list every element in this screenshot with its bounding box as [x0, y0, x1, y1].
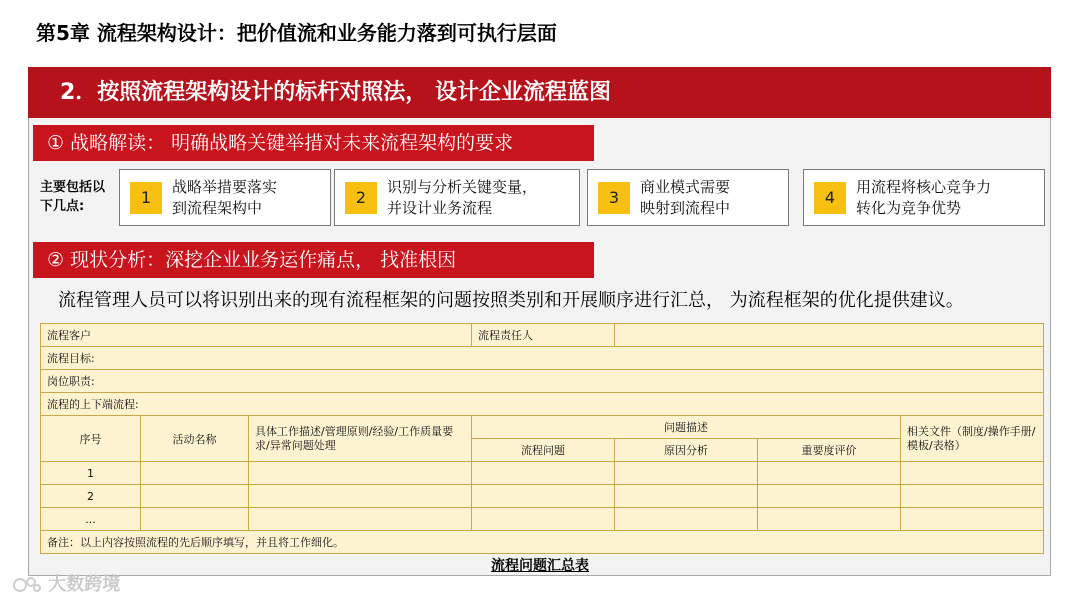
table-header-row — [41, 416, 1044, 439]
card-text: 商业模式需要 映射到流程中 — [640, 178, 731, 217]
header-activity: 活动名称 — [141, 416, 249, 462]
process-owner-value — [615, 324, 1044, 347]
table-cell — [249, 508, 472, 531]
row-seq: 2 — [41, 485, 141, 508]
card-text: 用流程将核心竞争力 转化为竞争优势 — [856, 178, 992, 217]
table-cell — [472, 485, 615, 508]
header-importance: 重要度评价 — [758, 439, 901, 462]
table-cell — [472, 508, 615, 531]
section-status-title: ② 现状分析：深挖企业业务运作痛点， 找准根因 — [33, 242, 594, 278]
table-cell — [249, 485, 472, 508]
header-related-docs: 相关文件（制度/操作手册/模板/表格） — [901, 416, 1044, 462]
table-cell — [901, 508, 1044, 531]
table-cell — [758, 485, 901, 508]
header-root-cause: 原因分析 — [615, 439, 758, 462]
table-cell — [901, 462, 1044, 485]
table-row — [41, 393, 1044, 416]
row-seq: 1 — [41, 462, 141, 485]
intro-label: 主要包括以下几点: — [40, 180, 106, 214]
table-cell — [472, 462, 615, 485]
point-card-2 — [334, 169, 580, 226]
watermark-text: 大数跨境 — [48, 574, 121, 595]
process-owner-label: 流程责任人 — [472, 324, 615, 347]
header-problem-desc: 问题描述 — [472, 416, 901, 439]
watermark-logo-icon — [12, 574, 42, 596]
table-cell — [141, 508, 249, 531]
table-cell — [249, 462, 472, 485]
table-row — [41, 370, 1044, 393]
process-issue-table — [40, 323, 1044, 554]
header-work-desc: 具体工作描述/管理原则/经验/工作质量要求/异常问题处理 — [249, 416, 472, 462]
row-seq: ... — [41, 508, 141, 531]
upstream-downstream-label: 流程的上下端流程: — [41, 393, 1044, 416]
table-cell — [901, 485, 1044, 508]
process-goal-label: 流程目标: — [41, 347, 1044, 370]
section-strategy-title: ① 战略解读： 明确战略关键举措对未来流程架构的要求 — [33, 125, 594, 161]
table-note: 备注：以上内容按照流程的先后顺序填写，并且将工作细化。 — [41, 531, 1044, 554]
table-row — [41, 347, 1044, 370]
table-caption — [0, 556, 1080, 576]
point-card-3 — [587, 169, 789, 226]
card-text: 识别与分析关键变量， 并设计业务流程 — [387, 178, 538, 217]
card-number-badge: 1 — [130, 182, 162, 214]
section-description: 流程管理人员可以将识别出来的现有流程框架的问题按照类别和开展顺序进行汇总， 为流程框架的优化提供建议。 — [58, 290, 964, 311]
table-row — [41, 485, 1044, 508]
page-title: 第5章 流程架构设计：把价值流和业务能力落到可执行层面 — [36, 21, 557, 45]
card-number-badge: 4 — [814, 182, 846, 214]
watermark — [12, 572, 120, 598]
table-caption-text: 流程问题汇总表 — [491, 558, 589, 574]
card-text: 战略举措要落实 到流程架构中 — [172, 178, 278, 217]
table-cell — [615, 462, 758, 485]
point-card-4 — [803, 169, 1045, 226]
table-cell — [615, 485, 758, 508]
header-seq: 序号 — [41, 416, 141, 462]
card-number-badge: 2 — [345, 182, 377, 214]
table-row — [41, 531, 1044, 554]
table-cell — [141, 485, 249, 508]
table-cell — [758, 508, 901, 531]
table-row — [41, 324, 1044, 347]
point-card-1 — [119, 169, 331, 226]
job-duties-label: 岗位职责: — [41, 370, 1044, 393]
table-cell — [615, 508, 758, 531]
table-cell — [758, 462, 901, 485]
card-number-badge: 3 — [598, 182, 630, 214]
header-process-problem: 流程问题 — [472, 439, 615, 462]
process-customer-cell — [41, 324, 472, 347]
table-row — [41, 508, 1044, 531]
banner-title: 2．按照流程架构设计的标杆对照法， 设计企业流程蓝图 — [28, 67, 1051, 118]
table-row — [41, 462, 1044, 485]
table-cell — [141, 462, 249, 485]
process-customer-label: 流程客户 — [47, 329, 91, 342]
